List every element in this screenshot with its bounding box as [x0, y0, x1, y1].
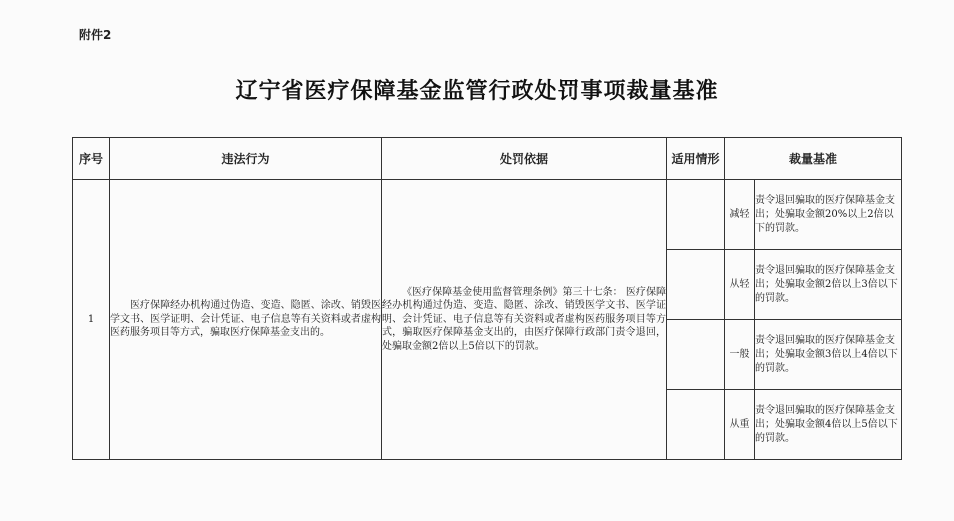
page-title: 辽宁省医疗保障基金监管行政处罚事项裁量基准	[235, 78, 719, 104]
cell-standard: 责令退回骗取的医疗保障基金支出；处骗取金额3倍以上4倍以下的罚款。	[755, 320, 902, 390]
table-row	[73, 180, 902, 250]
cell-basis	[382, 180, 667, 460]
cell-standard: 责令退回骗取的医疗保障基金支出；处骗取金额4倍以上5倍以下的罚款。	[755, 390, 902, 460]
header-standard: 裁量基准	[725, 138, 902, 180]
violation-text: 医疗保障经办机构通过伪造、变造、隐匿、涂改、销毁医学文书、医学证明、会计凭证、电子信息等有关资料或者虚构医药服务项目等方式，骗取医疗保障基金支出的。	[110, 300, 381, 339]
cell-applicable-blank	[667, 390, 725, 460]
cell-standard: 责令退回骗取的医疗保障基金支出；处骗取金额20%以上2倍以下的罚款。	[755, 180, 902, 250]
cell-violation	[110, 180, 382, 460]
header-seq: 序号	[73, 138, 110, 180]
attachment-label: 附件2	[79, 28, 112, 42]
header-basis: 处罚依据	[382, 138, 667, 180]
table-header-row	[73, 138, 902, 180]
cell-seq: 1	[73, 180, 110, 460]
cell-standard: 责令退回骗取的医疗保障基金支出；处骗取金额2倍以上3倍以下的罚款。	[755, 250, 902, 320]
basis-text: 《医疗保障基金使用监督管理条例》第三十七条： 医疗保障经办机构通过伪造、变造、隐匿、涂改、销毁医学文书、医学证明、会计凭证、电子信息等有关资料或者虚构医药服务项目等方式，骗取医疗保障基金支出的，由医疗保障行政部门责令退回，处骗取金额2倍以上5倍以下的罚款。	[382, 286, 666, 352]
cell-applicable-blank	[667, 320, 725, 390]
cell-level: 从重	[725, 390, 755, 460]
cell-applicable-blank	[667, 250, 725, 320]
cell-applicable-blank	[667, 180, 725, 250]
header-violation: 违法行为	[110, 138, 382, 180]
cell-level: 减轻	[725, 180, 755, 250]
discretion-standard-table	[72, 137, 902, 460]
cell-level: 从轻	[725, 250, 755, 320]
cell-level: 一般	[725, 320, 755, 390]
header-applicable: 适用情形	[667, 138, 725, 180]
